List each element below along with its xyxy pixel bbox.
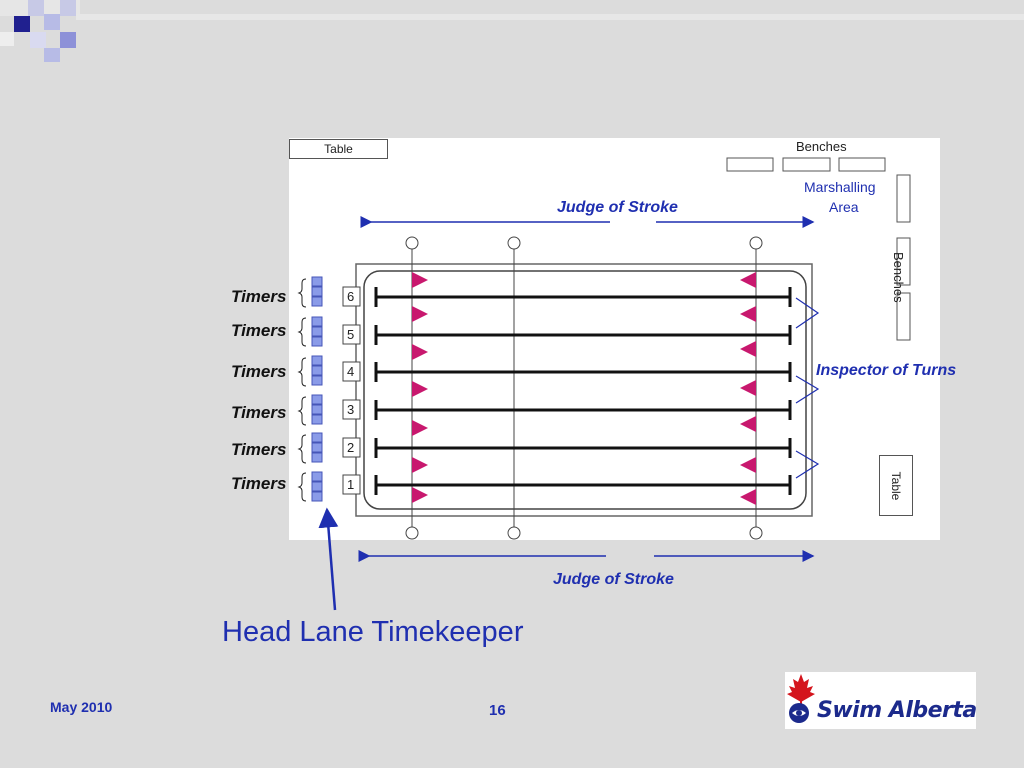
head-lane-arrow (327, 510, 335, 610)
page-number: 16 (489, 702, 506, 719)
inspector-label: Inspector of Turns (816, 362, 957, 379)
timer-boxes (312, 277, 322, 501)
benches-top-label: Benches (796, 139, 847, 154)
table-right-label: Table (889, 471, 903, 500)
timers-label-lane-1: Timers (231, 474, 287, 493)
footer-date: May 2010 (50, 699, 113, 715)
timer-braces (299, 279, 306, 501)
lane-number-5: 5 (347, 327, 355, 342)
head-lane-timekeeper-label: Head Lane Timekeeper (222, 616, 524, 648)
bench-top-2 (783, 158, 830, 171)
table-top-box (289, 139, 388, 159)
logo-text: Swim Alberta (817, 698, 977, 723)
timers-label-lane-3: Timers (231, 403, 287, 422)
timers-label-lane-2: Timers (231, 440, 287, 459)
bench-top-3 (839, 158, 885, 171)
lane-number-3: 3 (347, 402, 355, 417)
timers-label-lane-5: Timers (231, 321, 287, 340)
timers-label-lane-4: Timers (231, 362, 287, 381)
bench-top-1 (727, 158, 773, 171)
lane-number-4: 4 (347, 364, 355, 379)
timers-label-lane-6: Timers (231, 287, 287, 306)
table-right-box (879, 455, 913, 516)
benches-right-label: Benches (891, 252, 906, 303)
bench-right-1 (897, 175, 910, 222)
lane-number-6: 6 (347, 289, 355, 304)
lane-number-1: 1 (347, 477, 355, 492)
marshalling-label-1: Marshalling (804, 179, 876, 195)
table-top-label: Table (324, 142, 353, 156)
marshalling-label-2: Area (829, 199, 859, 215)
judge-top-label: Judge of Stroke (557, 199, 678, 216)
lane-number-2: 2 (347, 440, 355, 455)
swim-alberta-logo (785, 672, 976, 729)
judge-bottom-label: Judge of Stroke (553, 571, 674, 588)
